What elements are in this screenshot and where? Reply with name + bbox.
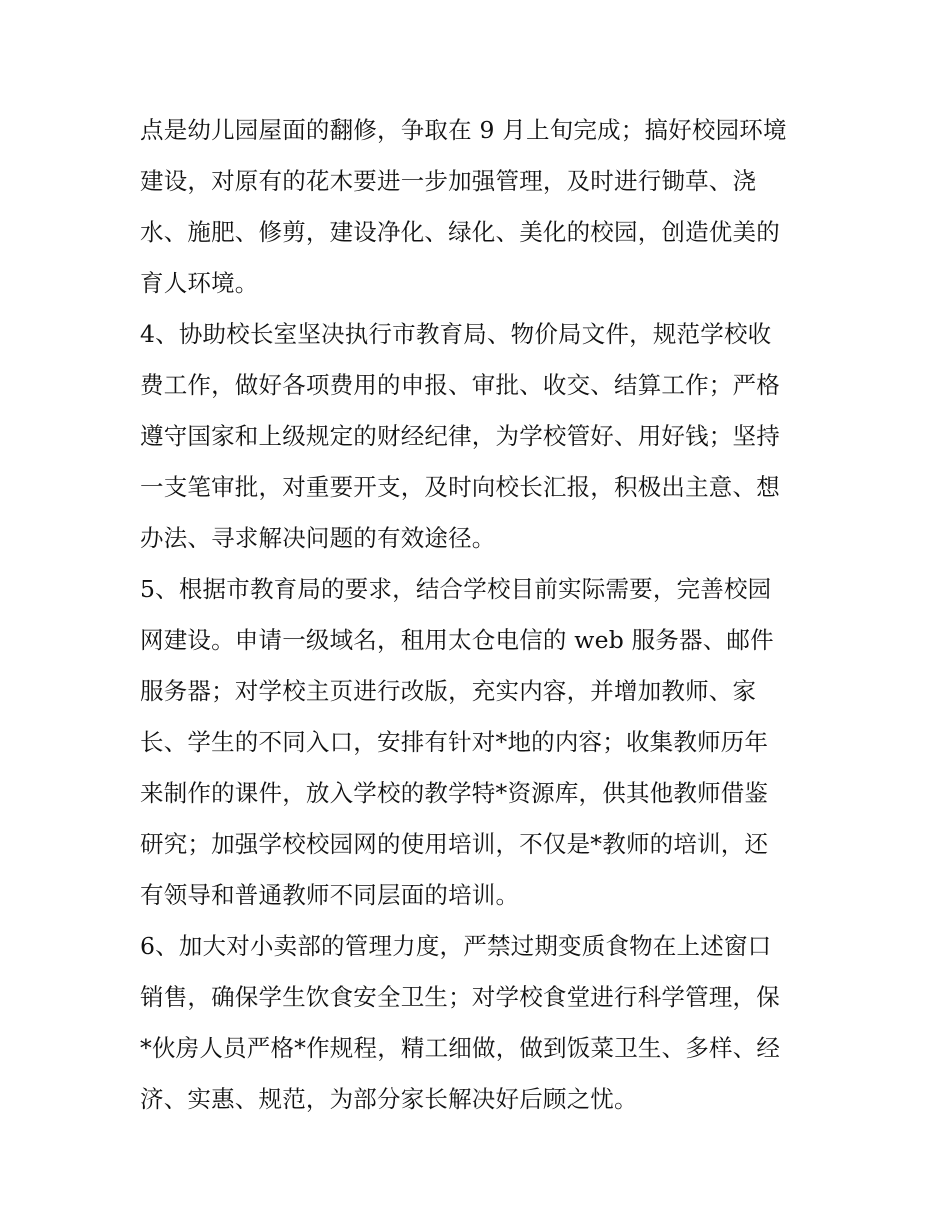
text-line: *伙房人员严格*作规程，精工细做，做到饭菜卫生、多样、经 xyxy=(140,1034,781,1062)
text-line: 办法、寻求解决问题的有效途径。 xyxy=(140,524,496,552)
text-line: 有领导和普通教师不同层面的培训。 xyxy=(140,881,520,909)
text-line: 济、实惠、规范，为部分家长解决好后顾之忧。 xyxy=(140,1085,638,1113)
text-line: 研究；加强学校校园网的使用培训，不仅是*教师的培训，还 xyxy=(140,830,769,858)
text-line: 水、施肥、修剪，建设净化、绿化、美化的校园，创造优美的 xyxy=(140,218,780,246)
text-line: 5、根据市教育局的要求，结合学校目前实际需要，完善校园 xyxy=(140,575,772,603)
document-body xyxy=(140,105,820,1125)
text-line: 育人环境。 xyxy=(140,269,259,297)
text-line: 建设，对原有的花木要进一步加强管理，及时进行锄草、浇 xyxy=(140,167,757,195)
text-line: 一支笔审批，对重要开支，及时向校长汇报，积极出主意、想 xyxy=(140,473,780,501)
text-line: 4、协助校长室坚决执行市教育局、物价局文件，规范学校收 xyxy=(140,320,772,348)
text-line: 长、学生的不同入口，安排有针对*地的内容；收集教师历年 xyxy=(140,728,769,756)
text-line: 费工作，做好各项费用的申报、审批、收交、结算工作；严格 xyxy=(140,371,780,399)
text-line: 来制作的课件，放入学校的教学特*资源库，供其他教师借鉴 xyxy=(140,779,769,807)
text-line: 服务器；对学校主页进行改版，充实内容，并增加教师、家 xyxy=(140,677,757,705)
text-line: 销售，确保学生饮食安全卫生；对学校食堂进行科学管理，保 xyxy=(140,983,780,1011)
text-line: 6、加大对小卖部的管理力度，严禁过期变质食物在上述窗口 xyxy=(140,932,772,960)
text-line: 网建设。申请一级域名，租用太仓电信的 web 服务器、邮件 xyxy=(140,626,774,654)
text-line: 遵守国家和上级规定的财经纪律，为学校管好、用好钱；坚持 xyxy=(140,422,780,450)
text-line: 点是幼儿园屋面的翻修，争取在 9 月上旬完成；搞好校园环境 xyxy=(140,116,787,144)
